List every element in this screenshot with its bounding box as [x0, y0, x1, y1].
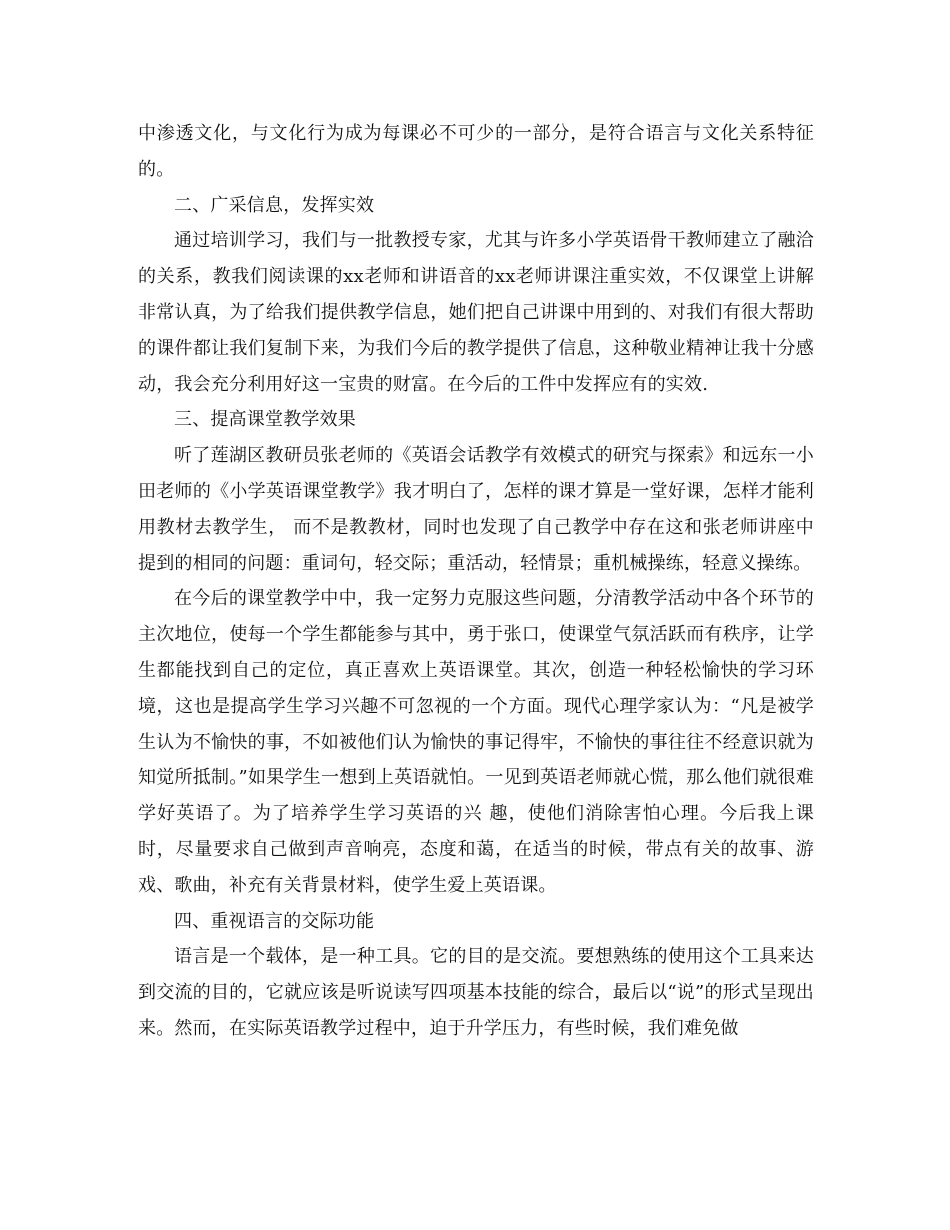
paragraph-continuation: 中渗透文化，与文化行为成为每课必不可少的一部分，是符合语言与文化关系特征的。 [138, 123, 814, 180]
paragraph-language-tool: 语言是一个载体，是一种工具。它的目的是交流。要想熟练的使用这个工具来达到交流的目的，它就应该是听说读写四项基本技能的综合，最后以“说”的形式呈现出来。然而，在实际英语教学过程中，迫于升学压力，有些时候，我们难免做 [138, 946, 814, 1039]
section-heading-2: 二、广采信息，发挥实效 [174, 194, 375, 216]
paragraph-training: 通过培训学习，我们与一批教授专家，尤其与许多小学英语骨干教师建立了融洽的关系，教我们阅读课的xx老师和讲语音的xx老师讲课注重实效，不仅课堂上讲解非常认真，为了给我们提供教学信息，她们把自己讲课中用到的、对我们有很大帮助的课件都让我们复制下来，为我们今后的教学提供了信息，这种敬业精神让我十分感动，我会充分利用好这一宝贵的财富。在今后的工件中发挥应有的实效. [138, 230, 814, 395]
document-page [138, 116, 814, 1047]
section-heading-3: 三、提高课堂教学效果 [174, 409, 356, 431]
section-heading-4: 四、重视语言的交际功能 [174, 910, 375, 932]
paragraph-lecture: 听了莲湖区教研员张老师的《英语会话教学有效模式的研究与探索》和远东一小田老师的《小学英语课堂教学》我才明白了，怎样的课才算是一堂好课，怎样才能利用教材去教学生， 而不是教教材，同时也发现了自己教学中存在这和张老师讲座中提到的相同的问题：重词句，轻交际；重活动，轻情景；重机械操练，轻意义操练。 [138, 445, 814, 574]
paragraph-future-teaching: 在今后的课堂教学中中，我一定努力克服这些问题，分清教学活动中各个环节的主次地位，使每一个学生都能参与其中，勇于张口，使课堂气氛活跃而有秩序，让学生都能找到自己的定位，真正喜欢上英语课堂。其次，创造一种轻松愉快的学习环境，这也是提高学生学习兴趣不可忽视的一个方面。现代心理学家认为：“凡是被学生认为不愉快的事，不如被他们认为愉快的事记得牢，不愉快的事往往不经意识就为知觉所抵制。”如果学生一想到上英语就怕。一见到英语老师就心慌，那么他们就很难学好英语了。为了培养学生学习英语的兴 趣，使他们消除害怕心理。今后我上课时，尽量要求自己做到声音响亮，态度和蔼，在适当的时候，带点有关的故事、游戏、歌曲，补充有关背景材料，使学生爱上英语课。 [138, 588, 814, 896]
